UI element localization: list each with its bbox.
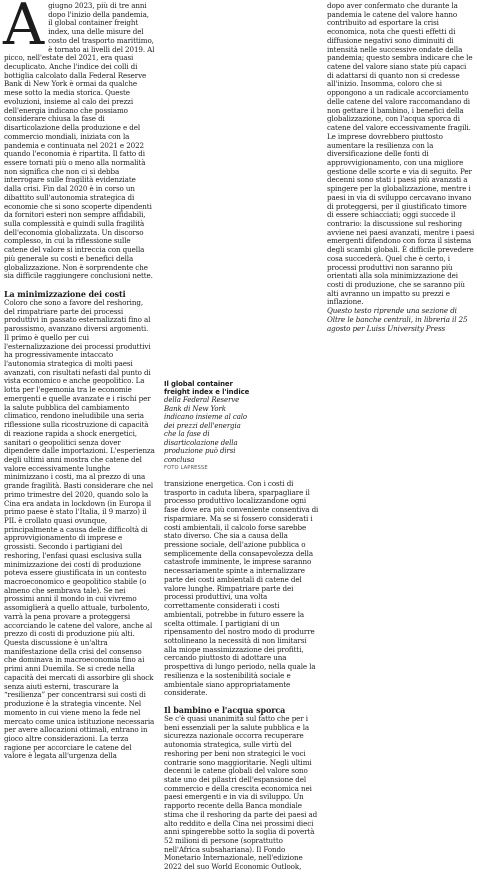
photo-caption [164, 380, 252, 472]
section-body-cost-minimization-part2: transizione energetica. Con i costi di trasporto in caduta libera, sparpagliare il processo produttivo localizzandone ogni fase dove era più conveniente consentiva di risparmiare. Ma se si fossero considerati i costi ambientali, il calcolo forse sarebbe stato diverso. Che sia a causa della pressione sociale, dell'azione pubblica o semplicemente della consapevolezza della catastrofe imminente, le imprese saranno necessariamente spinte a internalizzare parte dei costi ambientali di catene del valore lunghe. Rimpatriare parte dei processi produttivi, una volta correttamente considerati i costi ambientali, potrebbe in futuro essere la scelta ottimale. I partigiani di un ripensamento del nostro modo di produrre sottolineano la necessità di non limitarsi alla miope massimizzazione dei profitti, cercando piuttosto di adottare una prospettiva di lungo periodo, nella quale la resilienza e la sostenibilità sociale e ambientale siano appropriatamente considerate. [164, 479, 319, 698]
caption-text: della Federal Reserve Bank di New York indicano insieme al calo dei prezzi dell'energia che la fase di disarticolazione della produzione può dirsi conclusa [164, 396, 248, 464]
article-column-middle [164, 380, 319, 872]
section-heading-cost-minimization: La minimizzazione dei costi [4, 289, 126, 299]
drop-cap: A [3, 0, 45, 58]
footnote: Questo testo riprende una sezione di Oltre le banche centrali, in libreria il 25 agosto per Luiss University Press [327, 306, 468, 333]
caption-title: Il global container freight index e l'indice [164, 380, 250, 396]
article-intro: giugno 2023, più di tre anni dopo l'inizio della pandemia, il global container freight index, una delle misure del costo del trasporto marittimo, è tornato ai livelli del 2019. Al picco, nell'estate del 2021, era quasi decuplicato. Anche l'indice dei colli di bottiglia calcolato dalla Federal Reserve Bank di New York è ormai da qualche mese sotto la media storica. Queste evoluzioni, insieme al calo dei prezzi dell'energia indicano che possiamo considerare chiusa la fase di disarticolazione della produzione e del commercio mondiali, iniziata con la pandemia e continuata nel 2021 e 2022 quando l'economia è ripartita. Il fatto di essere tornati più o meno alla normalità non significa che non ci si debba interrogare sulle fragilità evidenziate dalla crisi. Fin dal 2020 è in corso un dibattito sull'autonomia strategica di economie che si sono scoperte dipendenti da fornitori esteri non sempre affidabili, sulla complessità e quindi sulla fragilità dell'economia globalizzata. Un discorso complesso, in cui la riflessione sulle catene del valore si intreccia con quella più generale su costi e benefici della globalizzazione. Non è sorprendente che sia difficile raggiungere conclusioni nette. [4, 1, 155, 281]
photo-credit: FOTO LAPRESSE [164, 465, 208, 471]
section-body-cost-minimization-part1: Coloro che sono a favore del reshoring, del rimpatriare parte dei processi produttivi in passato esternalizzati fino al parossismo, avanzano diversi argomenti. Il primo è quello per cui l'esternalizzazione dei processi produttivi ha progressivamente intaccato l'autonomia strategica di molti paesi avanzati, con risultati nefasti dal punto di vista economico e anche geopolitico. La lotta per l'egemonia tra le economie emergenti e quelle avanzate e i rischi per la salute pubblica del cambiamento climatico, rendono ineludibile una seria riflessione sulla ricostruzione di capacità di reazione rapida a shock energetici, sanitari o geopolitici senza dover dipendere dalle importazioni. L'esperienza degli ultimi anni mostra che catene del valore eccessivamente lunghe minimizzano i costi, ma al prezzo di una grande fragilità. Basti considerare che nel primo trimestre del 2020, quando solo la Cina era andata in lockdown (in Europa il primo paese è stato l'Italia, il 9 marzo) il PIL è crollato quasi ovunque, principalmente a causa delle difficoltà di approvvigionamento di imprese e grossisti. Secondo i partigiani del reshoring, l'enfasi quasi esclusiva sulla minimizzazione dei costi di produzione poteva essere giustificata in un contesto macroeconomico e geopolitico stabile (o almeno che sembrava tale). Se nei prossimi anni il mondo in cui vivremo assomiglierà a quello attuale, turbolento, varrà la pena provare a proteggersi accorciando le catene del valore, anche al prezzo di costi di produzione più alti. Questa discussione è un'altra manifestazione della crisi del consenso che dominava in macroeconomia fino ai primi anni Duemila. Se si crede nella capacità dei mercati di assorbire gli shock senza aiuti esterni, trascurare la “resilienza” per concentrarsi sui costi di produzione è la strategia vincente. Nel momento in cui viene meno la fede nel mercato come unica istituzione necessaria per avere allocazioni ottimali, entrano in gioco altre considerazioni. La terza ragione per accorciare le catene del valore è legata all'urgenza della [4, 298, 155, 761]
section-heading-baby-bathwater: Il bambino e l'acqua sporca [164, 704, 286, 715]
article-column-right [327, 2, 475, 333]
section-body-baby-bathwater: Se c'è quasi unanimità sul fatto che per i beni essenziali per la salute pubblica e la sicurezza nazionale occorra recuperare autonomia strategica, sulle virtù del reshoring per beni non strategici le voci contrarie sono maggioritarie. Negli ultimi decenni le catene globali del valore sono state uno dei pilastri dell'espansione del commercio e della crescita economica nei paesi emergenti e in via di sviluppo. Un rapporto recente della Banca mondiale stima che il reshoring da parte dei paesi ad alto reddito e della Cina nei prossimi dieci anni spingerebbe sotto la soglia di povertà 52 milioni di persone (soprattutto nell'Africa subsahariana). Il Fondo Monetario Internazionale, nell'edizione 2022 del suo World Economic Outlook, [164, 713, 318, 872]
section-body-baby-bathwater-continued: dopo aver confermato che durante la pandemia le catene del valore hanno contribuito ad esportare la crisi economica, nota che questi effetti di diffusione negativi sono diminuiti di intensità nelle successive ondate della pandemia; questo sembra indicare che le catene del valore siano state più capaci di adattarsi di quanto non si credesse all'inizio. Insomma, coloro che si oppongono a un radicale accorciamento delle catene del valore raccomandano di non gettare il bambino, i benefici della globalizzazione, con l'acqua sporca di catene del valore eccessivamente fragili. Le imprese dovrebbero piuttosto aumentare la resilienza con la diversificazione delle fonti di approvvigionamento, con una migliore gestione delle scorte e via di seguito. Per decenni sono stati i paesi più avanzati a spingere per la globalizzazione, mentre i paesi in via di sviluppo cercavano invano di proteggersi, per il giustificato timore di essere schiacciati; oggi succede il contrario: la discussione sul reshoring avviene nei paesi avanzati, mentre i paesi emergenti difendono con forza il sistema degli scambi globali. È difficile prevedere cosa succederà. Quel che è certo, i processi produttivi non saranno più orientati alla sola minimizzazione dei costi di produzione, che se saranno più alti avranno un impatto su prezzi e inflazione. [327, 1, 475, 307]
article-column-left [4, 2, 155, 761]
